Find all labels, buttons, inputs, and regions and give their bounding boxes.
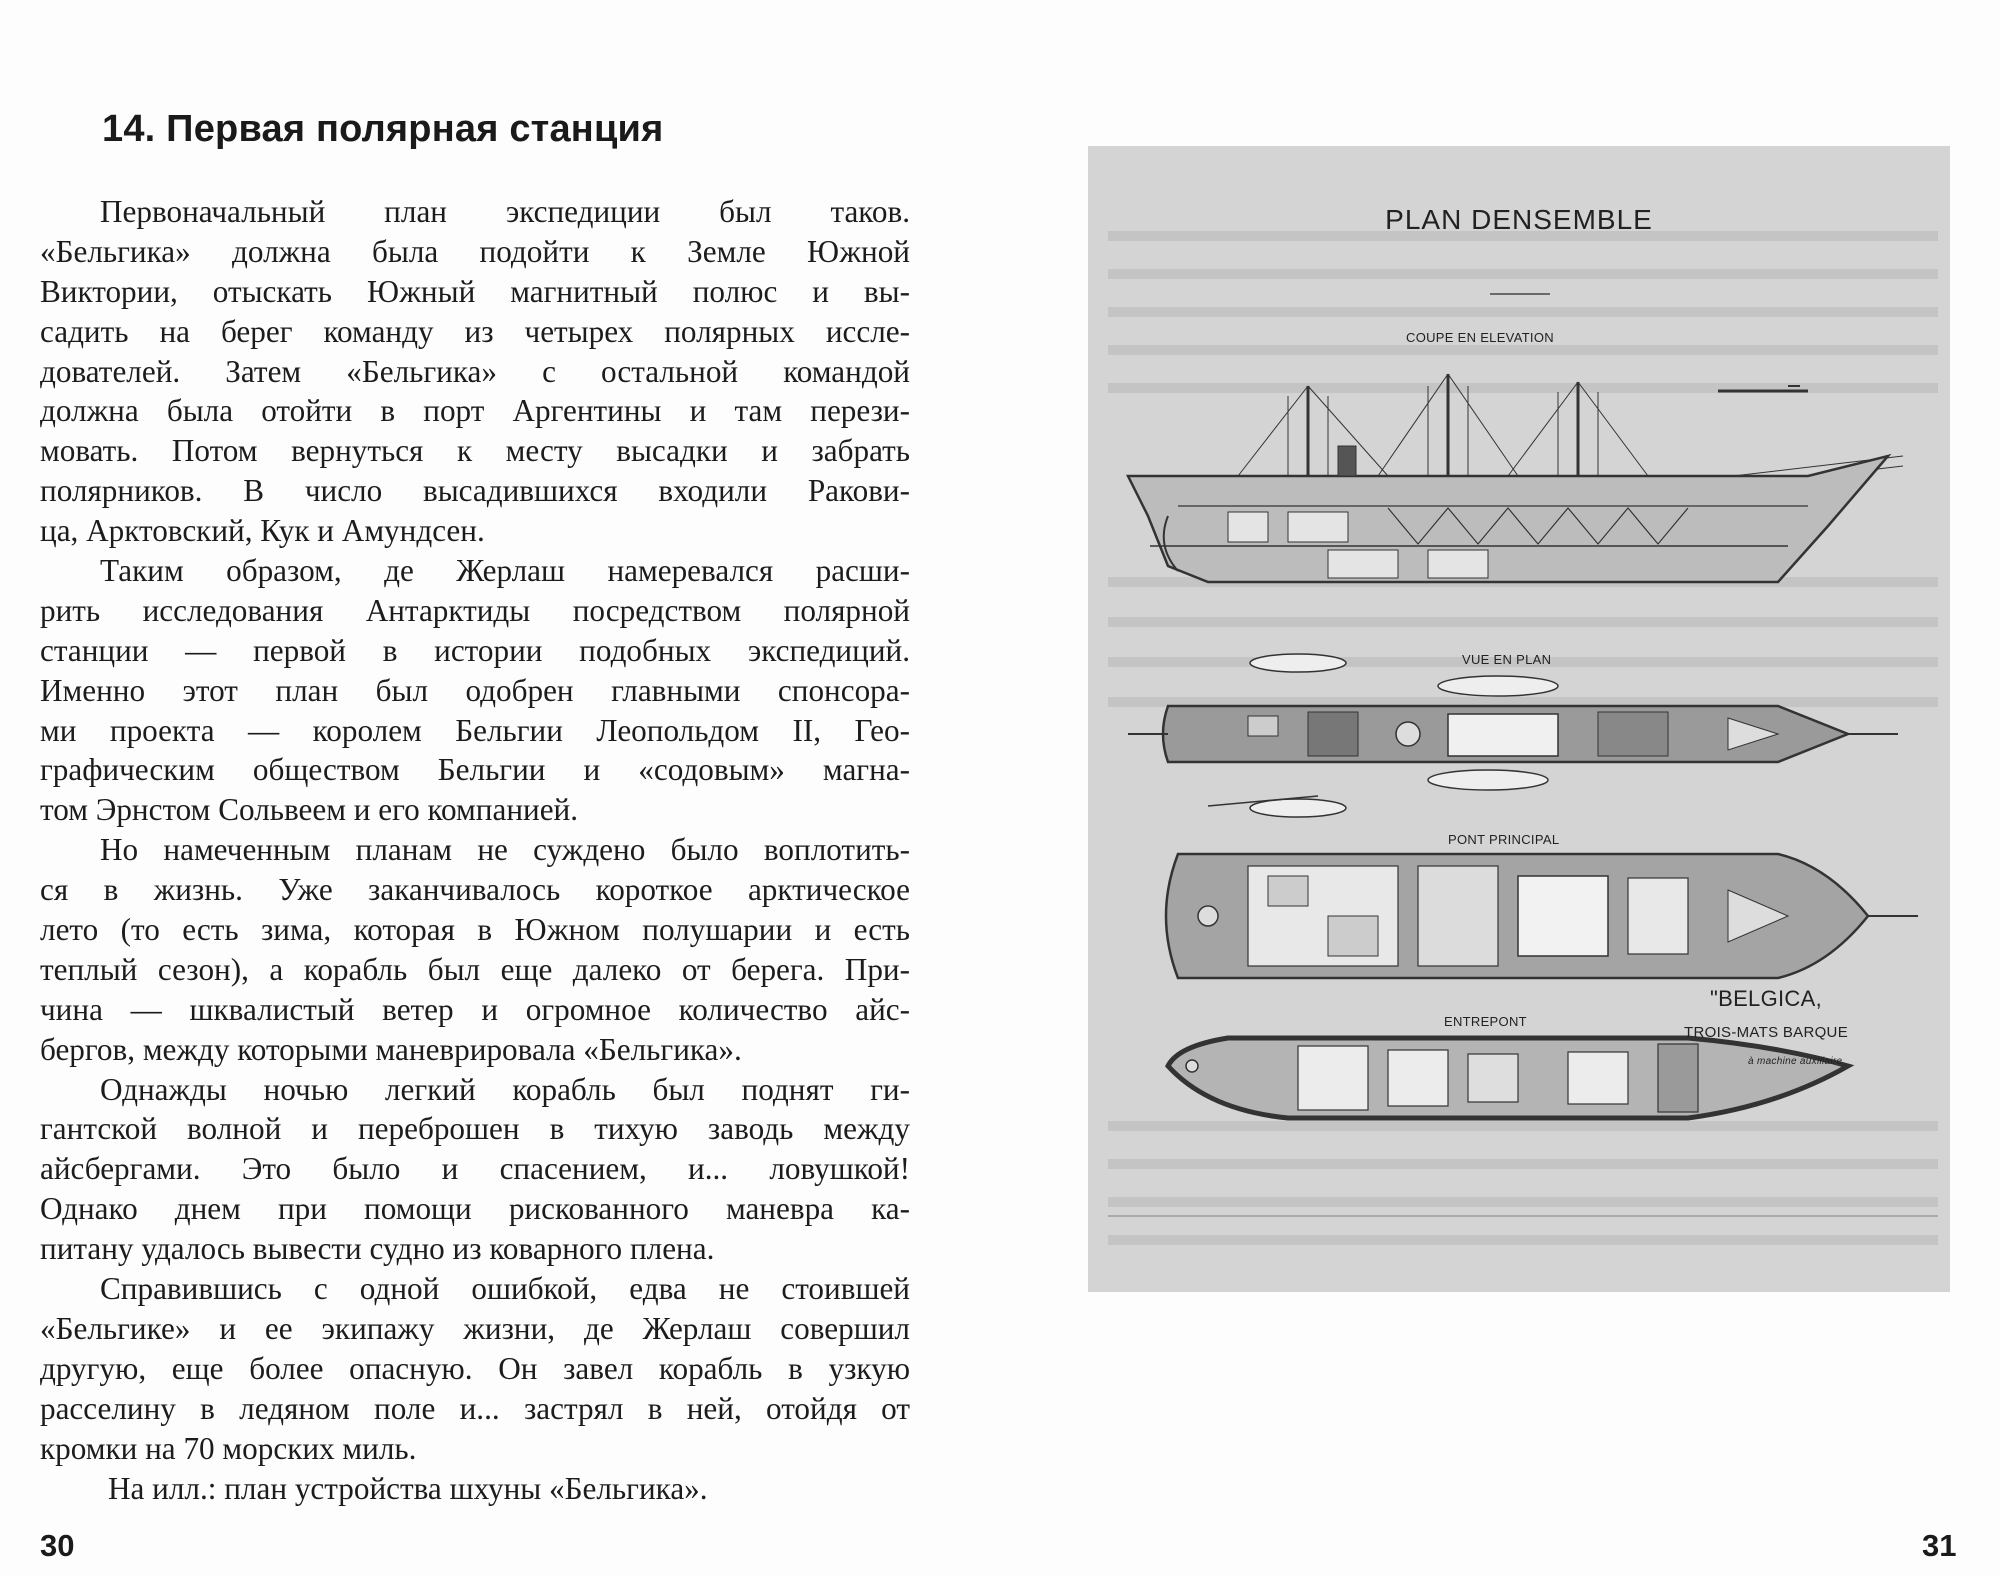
text-line: «Бельгика» должна была подойти к Земле Южной [40,233,910,269]
label-pont-principal: PONT PRINCIPAL [1448,832,1560,847]
text-line: лето (то есть зима, которая в Южном полушарии и есть [40,912,910,948]
label-ship-name: "BELGICA, [1710,986,1822,1011]
text-line: чина — шквалистый ветер и огромное количество айс- [40,991,910,1027]
label-ship-type: TROIS-MATS BARQUE [1684,1024,1848,1041]
text-line: Однажды ночью легкий корабль был поднят ги- [100,1071,910,1107]
body-text [40,192,910,1508]
text-line: гантской волной и переброшен в тихую заводь между [40,1111,910,1147]
text-line: рить исследования Антарктиды посредством полярной [40,592,910,628]
text-line: Виктории, отыскать Южный магнитный полюс и вы- [40,273,910,309]
text-line: ми проекта — королем Бельгии Леопольдом II, Гео- [40,712,910,748]
page-number-left: 30 [40,1528,75,1563]
main-deck-view [1166,854,1918,978]
text-line: Однако днем при помощи рискованного маневра ка- [40,1191,910,1227]
text-line: Таким образом, де Жерлаш намеревался расши- [100,553,910,589]
text-line: Справившись с одной ошибкой, едва не стоившей [100,1271,910,1307]
lower-deck-view [1168,1038,1848,1118]
text-line: ца, Арктовский, Кук и Амундсен. [40,513,485,549]
ship-plan-illustration [1088,146,1950,1292]
text-line: бергов, между которыми маневрировала «Бельгика». [40,1031,742,1067]
text-line: ся в жизнь. Уже заканчивалось короткое арктическое [40,872,910,908]
text-line: должна была отойти в порт Аргентины и там перези- [40,393,910,429]
text-line: теплый сезон), а корабль был еще далеко от берега. При- [40,951,910,987]
text-line: Именно этот план был одобрен главными спонсора- [40,672,910,708]
figure-caption: На илл.: план устройства шхуны «Бельгика». [108,1470,708,1506]
text-line: кромки на 70 морских миль. [40,1430,417,1466]
text-line: айсбергами. Это было и спасением, и... ловушкой! [40,1151,910,1187]
chapter-heading: 14. Первая полярная станция [102,108,664,150]
text-line: полярников. В число высадившихся входили Ракови- [40,473,910,509]
label-machine-note: à machine auxiliaire [1748,1056,1843,1067]
top-plan-view [1128,654,1898,817]
text-line: мовать. Потом вернуться к месту высадки и забрать [40,433,910,469]
label-coupe-en-elevation: COUPE EN ELEVATION [1406,330,1554,345]
label-entrepont: ENTREPONT [1444,1014,1527,1029]
text-line: графическим обществом Бельгии и «содовым» магна- [40,752,910,788]
plan-title: PLAN DENSEMBLE [1385,204,1653,235]
label-vue-en-plan: VUE EN PLAN [1462,652,1552,667]
text-line: том Эрнстом Сольвеем и его компанией. [40,792,579,828]
text-line: другую, еще более опасную. Он завел корабль в узкую [40,1350,910,1386]
text-line: дователей. Затем «Бельгика» с остальной командой [40,353,910,389]
page-number-right: 31 [1922,1528,1957,1563]
text-line: садить на берег команду из четырех полярных иссле- [40,313,910,349]
side-elevation-view [1128,374,1903,582]
text-line: расселину в ледяном поле и... застрял в ней, отойдя от [40,1390,910,1426]
text-line: Первоначальный план экспедиции был таков. [100,194,910,229]
ship-plan-drawing [1088,146,1950,1292]
text-line: питану удалось вывести судно из коварного плена. [40,1231,715,1267]
text-line: станции — первой в истории подобных экспедиций. [40,632,910,668]
text-line: «Бельгике» и ее экипажу жизни, де Жерлаш совершил [40,1310,910,1346]
text-line: Но намеченным планам не суждено было воплотить- [100,832,910,868]
